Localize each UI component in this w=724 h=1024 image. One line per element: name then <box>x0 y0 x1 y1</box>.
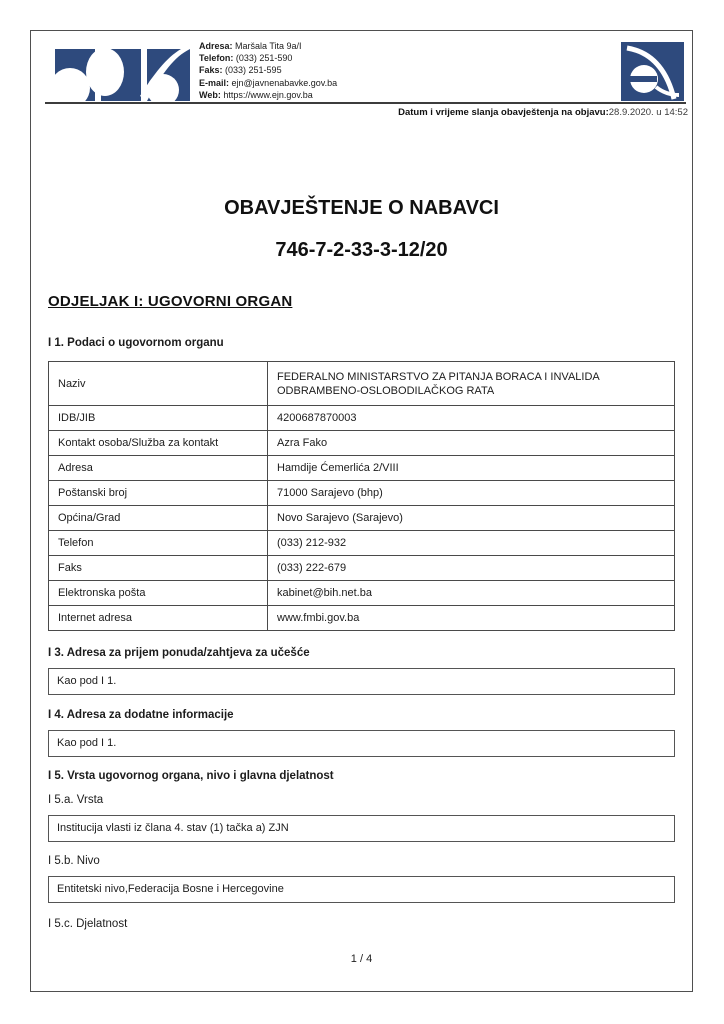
ejn-logo-icon <box>55 44 190 106</box>
sent-datetime-line <box>398 107 688 118</box>
document-header <box>31 31 692 123</box>
document-body <box>31 197 692 930</box>
row-value: Novo Sarajevo (Sarajevo) <box>268 506 675 531</box>
sent-datetime-value: 28.9.2020. u 14:52 <box>608 107 688 118</box>
row-label: Poštanski broj <box>49 481 268 506</box>
agency-contact-block <box>199 40 337 101</box>
contact-email-label: E-mail: <box>199 77 230 88</box>
contact-web-label: Web: <box>199 89 221 100</box>
table-row <box>49 556 675 581</box>
table-row <box>49 531 675 556</box>
table-row <box>49 481 675 506</box>
contact-email <box>199 77 337 89</box>
row-label: Naziv <box>49 362 268 406</box>
row-label: Kontakt osoba/Služba za kontakt <box>49 431 268 456</box>
row-label: Elektronska pošta <box>49 581 268 606</box>
row-label: Općina/Grad <box>49 506 268 531</box>
row-value: (033) 212-932 <box>268 531 675 556</box>
subsection-i5b-value-box: Entitetski nivo,Federacija Bosne i Hercegovine <box>48 876 675 903</box>
row-value: www.fmbi.gov.ba <box>268 606 675 631</box>
row-value: Hamdije Ćemerlića 2/VIII <box>268 456 675 481</box>
contact-address-label: Adresa: <box>199 41 233 51</box>
contact-phone <box>199 52 337 64</box>
table-row <box>49 431 675 456</box>
contact-phone-label: Telefon: <box>199 53 234 64</box>
contact-phone-value: (033) 251-590 <box>235 53 293 64</box>
contact-address-value: Maršala Tita 9a/I <box>235 41 302 51</box>
table-row <box>49 362 675 406</box>
row-label: Telefon <box>49 531 268 556</box>
contact-fax <box>199 64 337 76</box>
document-page <box>30 30 693 992</box>
notice-number: 746-7-2-33-3-12/20 <box>275 239 448 261</box>
table-row <box>49 456 675 481</box>
contact-web-value: https://www.ejn.gov.ba <box>223 89 313 100</box>
ejn-emblem-icon <box>621 42 684 106</box>
subsection-i5-heading: I 5. Vrsta ugovornog organa, nivo i glavna djelatnost <box>48 770 334 782</box>
contact-fax-value: (033) 251-595 <box>225 65 282 76</box>
contact-fax-label: Faks: <box>199 65 223 76</box>
row-label: Adresa <box>49 456 268 481</box>
subsection-i5a-heading: I 5.a. Vrsta <box>48 794 104 806</box>
subsection-i1-heading: I 1. Podaci o ugovornom organu <box>48 337 224 349</box>
section-i-heading: ODJELJAK I: UGOVORNI ORGAN <box>48 293 293 310</box>
table-row <box>49 406 675 431</box>
subsection-i3-value-box: Kao pod I 1. <box>48 668 675 695</box>
subsection-i5a-value-box: Institucija vlasti iz člana 4. stav (1) tačka a) ZJN <box>48 815 675 842</box>
subsection-i5c-heading: I 5.c. Djelatnost <box>48 918 128 930</box>
header-divider <box>45 102 686 104</box>
contact-address <box>199 40 337 52</box>
subsection-i4-value-box: Kao pod I 1. <box>48 730 675 757</box>
row-value: 4200687870003 <box>268 406 675 431</box>
page-number: 1 / 4 <box>350 953 373 965</box>
document-title: OBAVJEŠTENJE O NABAVCI <box>224 197 499 219</box>
contact-web <box>199 89 337 101</box>
table-row <box>49 606 675 631</box>
row-label: IDB/JIB <box>49 406 268 431</box>
subsection-i4-heading: I 4. Adresa za dodatne informacije <box>48 709 234 721</box>
subsection-i5b-heading: I 5.b. Nivo <box>48 855 100 867</box>
row-value: kabinet@bih.net.ba <box>268 581 675 606</box>
table-row <box>49 581 675 606</box>
contact-email-value: ejn@javnenabavke.gov.ba <box>231 77 338 88</box>
contracting-authority-table <box>48 361 675 631</box>
row-label: Internet adresa <box>49 606 268 631</box>
sent-datetime-label: Datum i vrijeme slanja obavještenja na objavu: <box>398 107 609 118</box>
subsection-i3-heading: I 3. Adresa za prijem ponuda/zahtjeva za učešće <box>48 647 310 659</box>
row-value: FEDERALNO MINISTARSTVO ZA PITANJA BORACA I INVALIDA ODBRAMBENO-OSLOBODILAČKOG RATA <box>268 362 675 406</box>
table-row <box>49 506 675 531</box>
row-label: Faks <box>49 556 268 581</box>
row-value: (033) 222-679 <box>268 556 675 581</box>
row-value: 71000 Sarajevo (bhp) <box>268 481 675 506</box>
row-value: Azra Fako <box>268 431 675 456</box>
